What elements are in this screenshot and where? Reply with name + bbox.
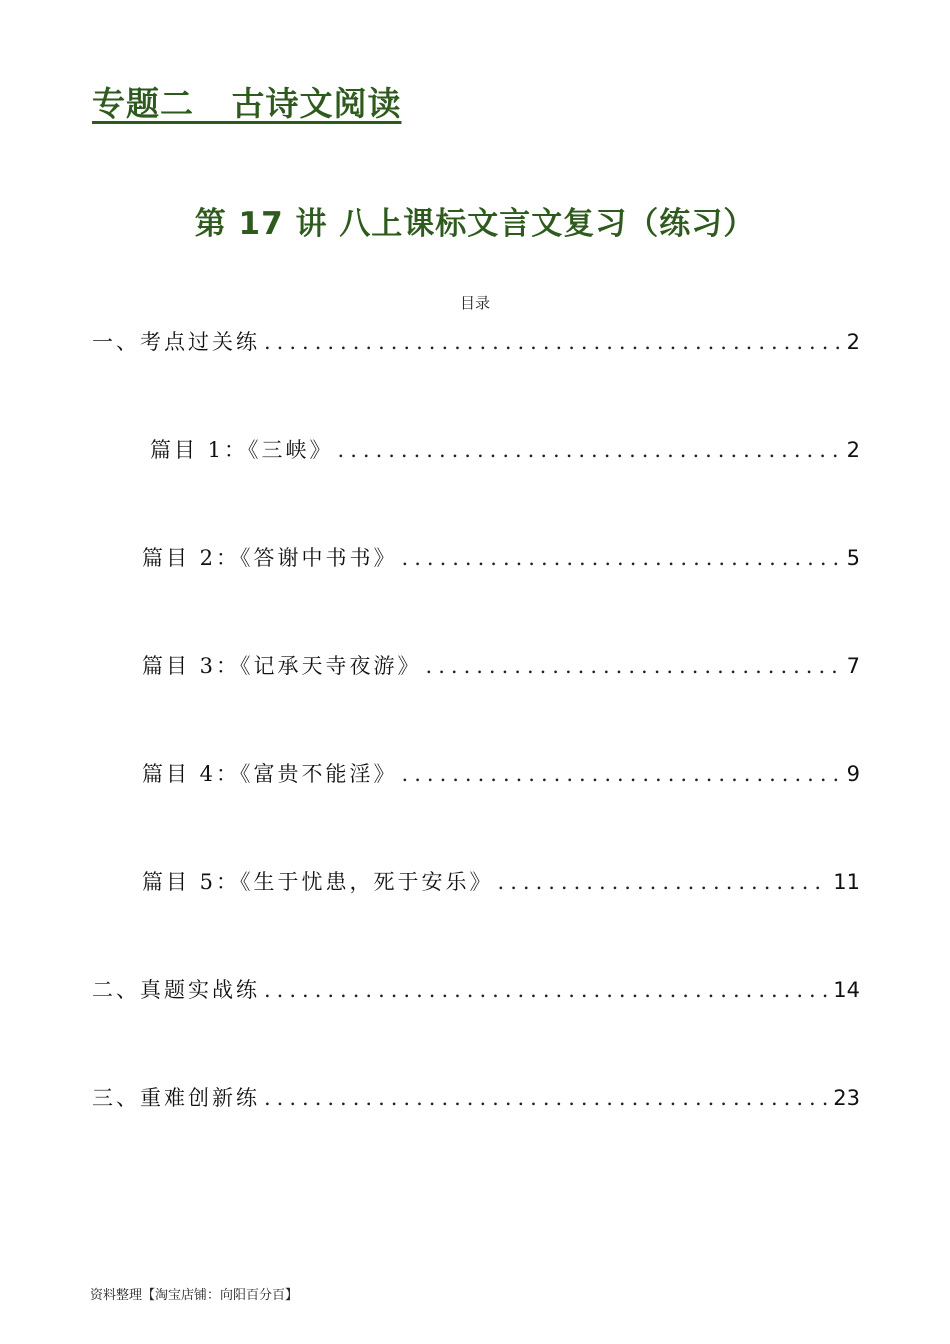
toc-page-number: 11 xyxy=(833,870,860,894)
toc-entry-label: 篇目 5：《生于忧患，死于安乐》 xyxy=(142,870,494,894)
toc-entry-label: 篇目 2：《答谢中书书》 xyxy=(142,546,398,570)
toc-page-number: 14 xyxy=(833,978,860,1002)
lesson-title: 第 17 讲 八上课标文言文复习（练习） xyxy=(194,206,756,242)
toc-leader-dots xyxy=(338,438,843,462)
toc-entry-label: 篇目 3：《记承天寺夜游》 xyxy=(142,654,422,678)
toc-entry-label: 一、考点过关练 xyxy=(92,330,260,354)
toc-leader-dots xyxy=(402,546,843,570)
toc-entry-label: 二、真题实战练 xyxy=(92,978,260,1002)
toc-page-number: 7 xyxy=(846,654,860,678)
footer-note: 资料整理【淘宝店铺：向阳百分百】 xyxy=(90,1288,299,1303)
toc-leader-dots xyxy=(402,762,843,786)
toc-entry-piece-2[interactable] xyxy=(142,542,860,576)
toc-leader-dots xyxy=(426,654,843,678)
toc-entry-piece-5[interactable] xyxy=(142,866,860,900)
topic-title: 专题二 古诗文阅读 xyxy=(92,84,402,123)
toc-entry-piece-3[interactable] xyxy=(142,650,860,684)
toc-leader-dots xyxy=(498,870,830,894)
toc-entry-zhenti[interactable] xyxy=(92,974,860,1008)
toc-page-number: 2 xyxy=(846,330,860,354)
toc-page-number: 5 xyxy=(846,546,860,570)
toc-entry-label: 篇目 1：《三峡》 xyxy=(150,438,334,462)
toc-heading: 目录 xyxy=(459,294,490,312)
toc-page-number: 23 xyxy=(833,1086,860,1110)
toc-entry-label: 三、重难创新练 xyxy=(92,1086,260,1110)
toc-leader-dots xyxy=(264,1086,829,1110)
toc-page-number: 2 xyxy=(846,438,860,462)
toc-entry-piece-1[interactable] xyxy=(150,434,860,468)
toc-leader-dots xyxy=(264,978,829,1002)
toc-entry-zhongnan[interactable] xyxy=(92,1082,860,1116)
toc-leader-dots xyxy=(264,330,843,354)
toc-entry-piece-4[interactable] xyxy=(142,758,860,792)
toc-entry-label: 篇目 4：《富贵不能淫》 xyxy=(142,762,398,786)
toc-page-number: 9 xyxy=(846,762,860,786)
toc-entry-kaodian[interactable] xyxy=(92,326,860,360)
